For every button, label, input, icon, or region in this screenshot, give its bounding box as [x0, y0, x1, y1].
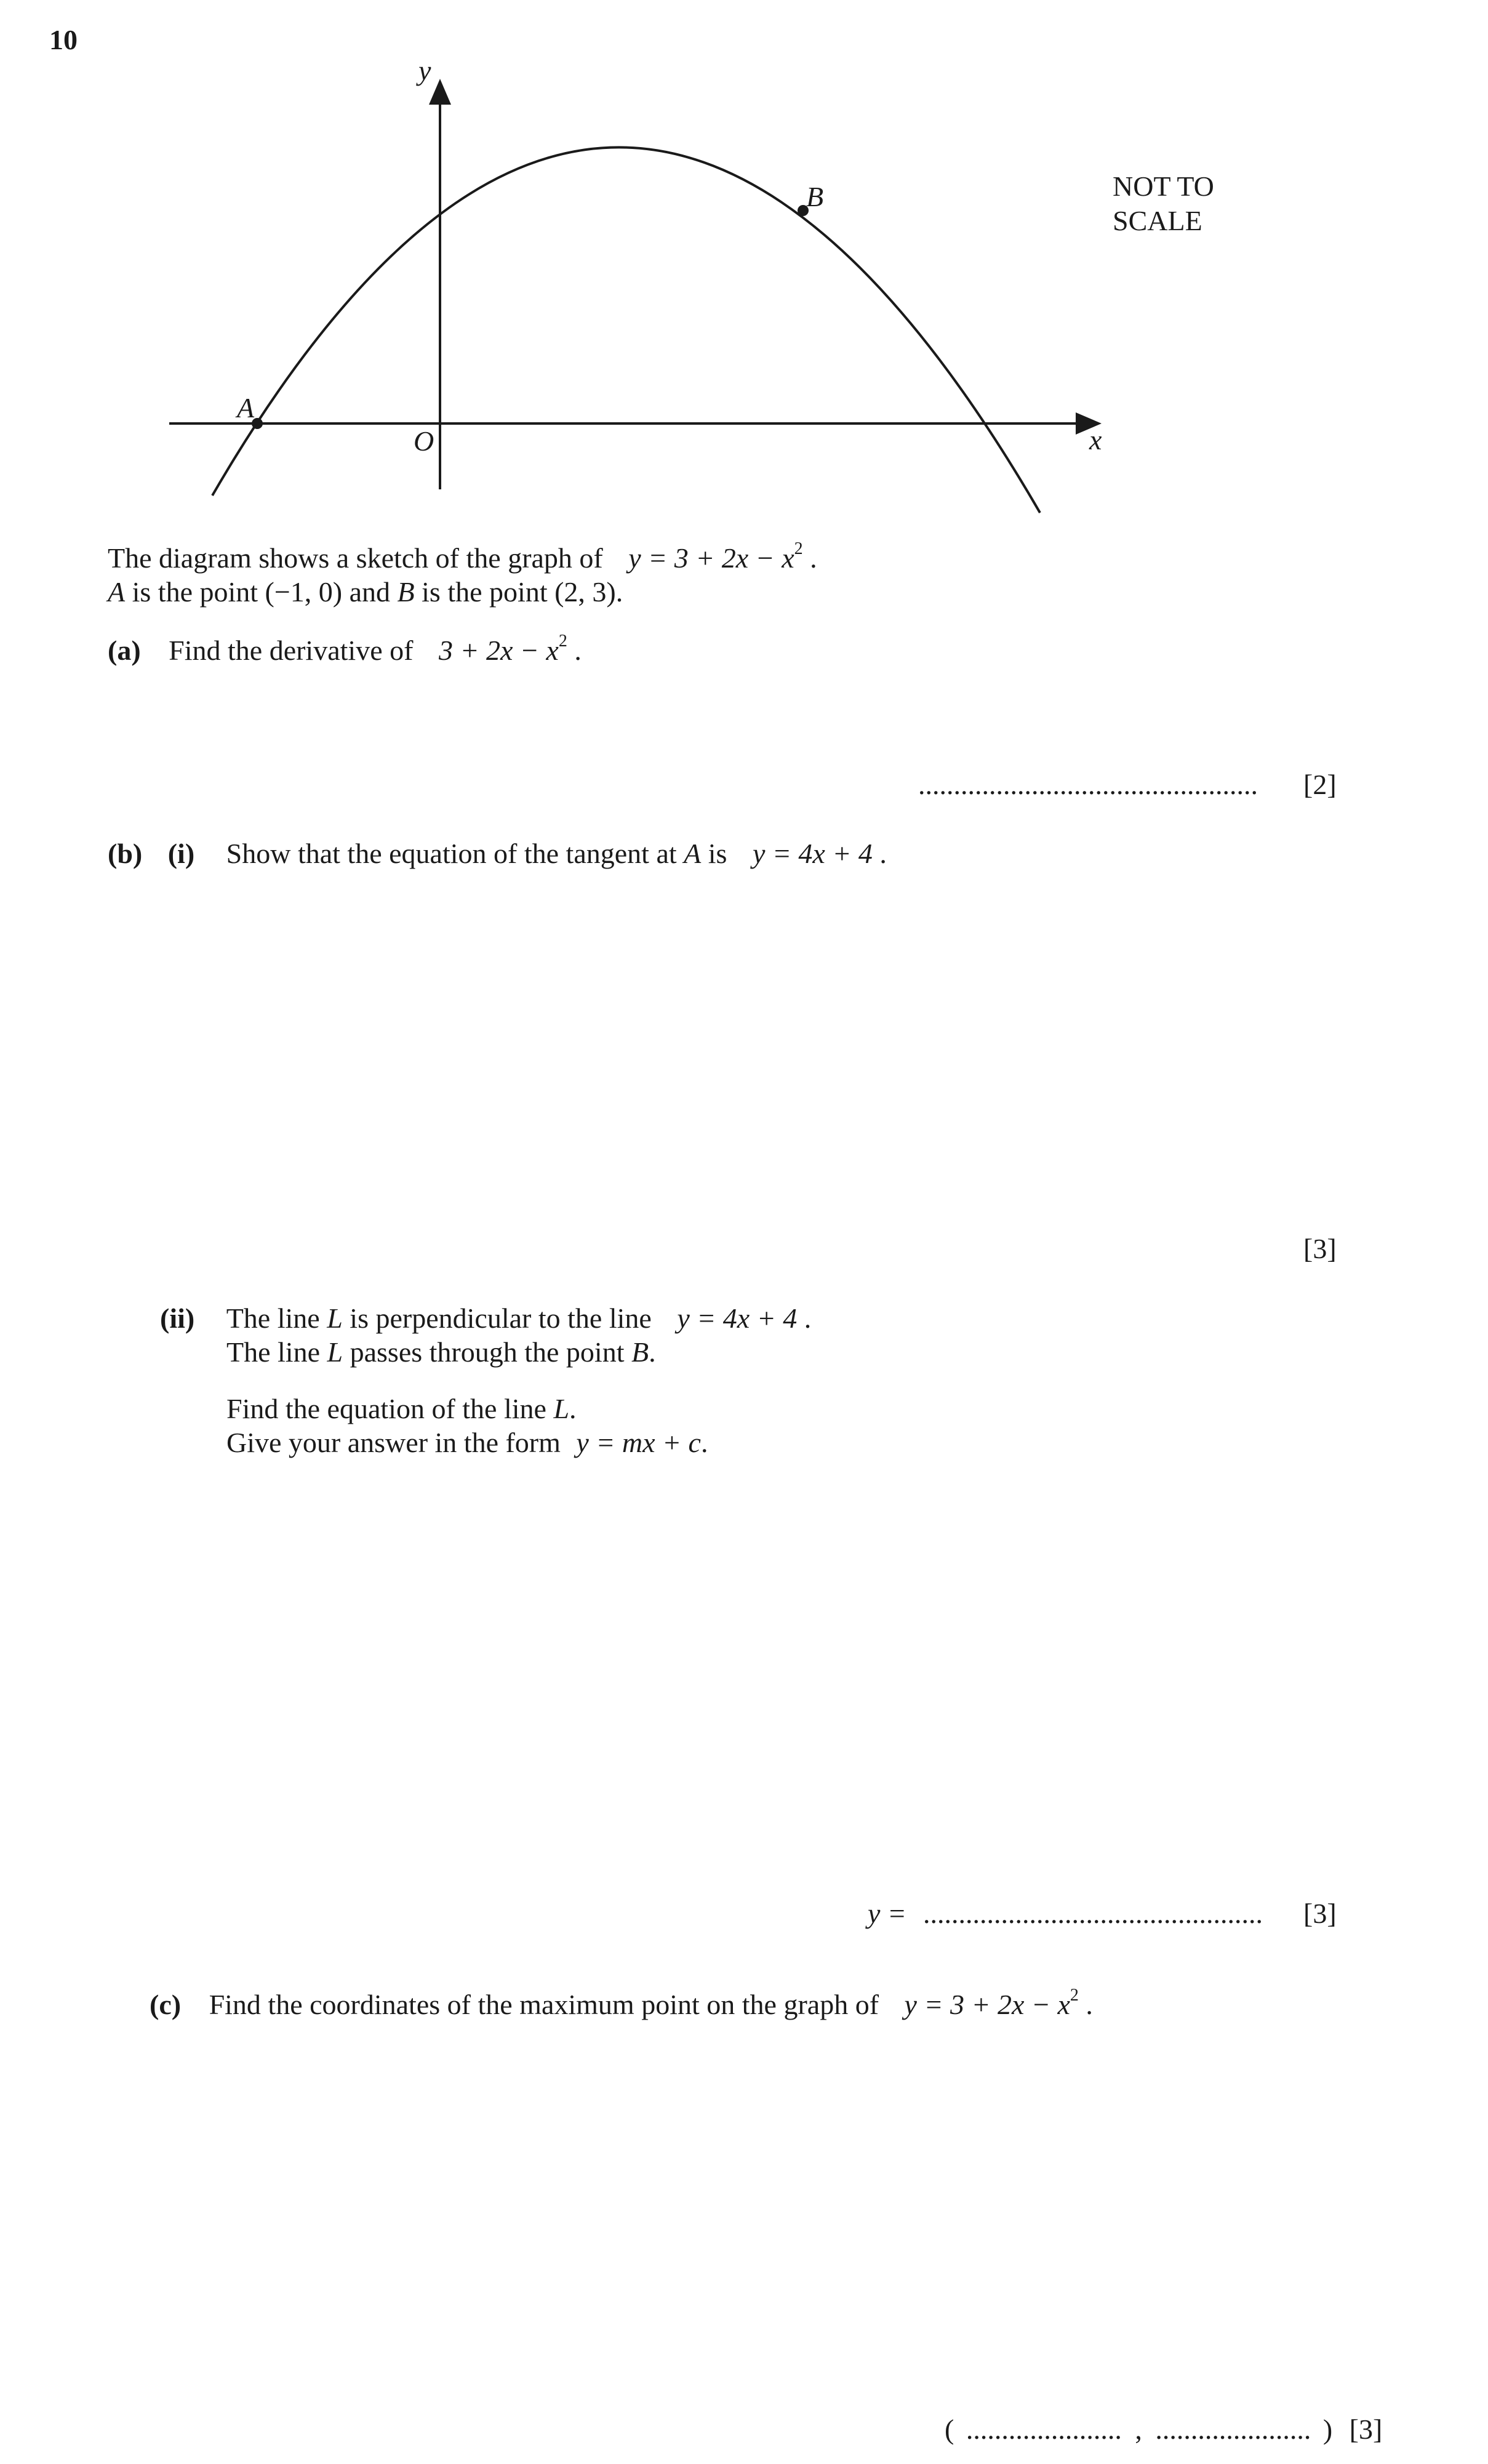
part-a-marks: [2]: [1303, 769, 1337, 800]
part-c-answer-comma: ,: [1135, 2414, 1142, 2445]
part-b-i-question: (b) (i) Show that the equation of the tangent at A is y = 4x + 4 .: [108, 838, 887, 869]
part-b-i-point: A: [684, 838, 702, 869]
part-b-ii-line2-text-a: The line: [226, 1336, 327, 1368]
part-b-ii-line2-text-b: passes through the point: [343, 1336, 631, 1368]
y-axis-arrowhead: [429, 79, 451, 105]
part-c-marks: [3]: [1349, 2414, 1383, 2445]
part-a-exponent: 2: [558, 632, 567, 651]
part-c-exponent: 2: [1070, 1986, 1079, 2005]
part-b-label: (b): [108, 838, 143, 869]
parabola-diagram: [0, 0, 1488, 529]
parabola-curve: [212, 147, 1040, 513]
part-b-ii-line3: Find the equation of the line L.: [226, 1393, 577, 1424]
part-c-answer-close: ): [1322, 2414, 1333, 2445]
part-b-ii-label: (ii): [160, 1302, 195, 1334]
part-c-equation: y = 3 + 2x − x: [904, 1989, 1070, 2020]
intro-line1-text: The diagram shows a sketch of the graph of: [108, 542, 603, 574]
part-b-ii-line1-text-b: is perpendicular to the line: [342, 1302, 652, 1334]
part-b-ii-line1-text-a: The line: [226, 1302, 327, 1334]
part-a-answer-line[interactable]: ................................................: [918, 769, 1258, 800]
point-b-label: B: [806, 181, 824, 212]
intro-point-b: B: [397, 576, 415, 608]
intro-line1-exponent: 2: [794, 539, 803, 558]
intro-line2-mid1: is the point (−1, 0) and: [125, 576, 398, 608]
part-a-equation: 3 + 2x − x: [438, 635, 559, 666]
part-b-ii-line4-equation: y = mx + c: [576, 1427, 701, 1458]
intro-line1-equation: y = 3 + 2x − x: [628, 542, 794, 574]
intro-line2: [108, 576, 623, 609]
question-number: 10: [49, 24, 78, 55]
part-b-ii-line1: (ii) The line L is perpendicular to the line y = 4x + 4 .: [160, 1302, 812, 1334]
part-b-ii-answer-prefix: y =: [868, 1898, 906, 1929]
not-to-scale-line1: NOT TO: [1113, 171, 1214, 202]
intro-point-a: A: [108, 576, 126, 608]
part-c-text: Find the coordinates of the maximum point on the graph of: [209, 1989, 879, 2020]
part-b-i-text: Show that the equation of the tangent at: [226, 838, 684, 869]
part-c-answer-open: (: [945, 2414, 954, 2445]
part-c-answer: [945, 2413, 1382, 2446]
intro-line2-mid2: is the point (2, 3).: [414, 576, 623, 608]
part-b-ii-line3-l: L: [553, 1393, 570, 1424]
part-a-text: Find the derivative of: [169, 635, 414, 666]
part-b-ii-marks: [3]: [1303, 1898, 1337, 1929]
part-b-ii-line4: Give your answer in the form y = mx + c.: [226, 1427, 708, 1458]
part-a-question: (a) Find the derivative of $3 + 2x - x^2$ .: [108, 632, 582, 666]
intro-line1: The diagram shows a sketch of the graph of $y = 3 + 2x - x^2$ .: [108, 539, 817, 574]
part-b-ii-line1-l: L: [327, 1302, 343, 1334]
part-c-answer-x-field[interactable]: ......................: [966, 2414, 1122, 2445]
part-c-label: (c): [150, 1989, 182, 2020]
part-b-ii-line2-l: L: [327, 1336, 343, 1368]
part-b-i-text2: is: [701, 838, 727, 869]
part-a-label: (a): [108, 635, 141, 666]
part-b-i-marks: [3]: [1303, 1233, 1337, 1264]
part-b-i-equation: y = 4x + 4: [752, 838, 873, 869]
part-c-answer-y-field[interactable]: ......................: [1155, 2414, 1311, 2445]
origin-label: O: [414, 425, 434, 457]
part-b-ii-line4-text: Give your answer in the form: [226, 1427, 561, 1458]
not-to-scale-line2: SCALE: [1113, 205, 1202, 236]
y-axis-label: y: [418, 55, 431, 86]
part-b-ii-line2-b: B: [631, 1336, 649, 1368]
part-b-ii-answer-line[interactable]: ................................................: [923, 1898, 1263, 1929]
point-a-label: A: [237, 392, 255, 423]
part-b-i-label: (i): [167, 838, 195, 869]
part-b-ii-line2: The line L passes through the point B.: [226, 1336, 656, 1368]
part-b-ii-line3-text: Find the equation of the line: [226, 1393, 554, 1424]
part-c-question: (c) Find the coordinates of the maximum point on the graph of $y = 3 + 2x - x^2$ .: [150, 1986, 1093, 2020]
part-b-ii-line1-equation: y = 4x + 4: [677, 1302, 798, 1334]
x-axis-label: x: [1089, 424, 1102, 455]
